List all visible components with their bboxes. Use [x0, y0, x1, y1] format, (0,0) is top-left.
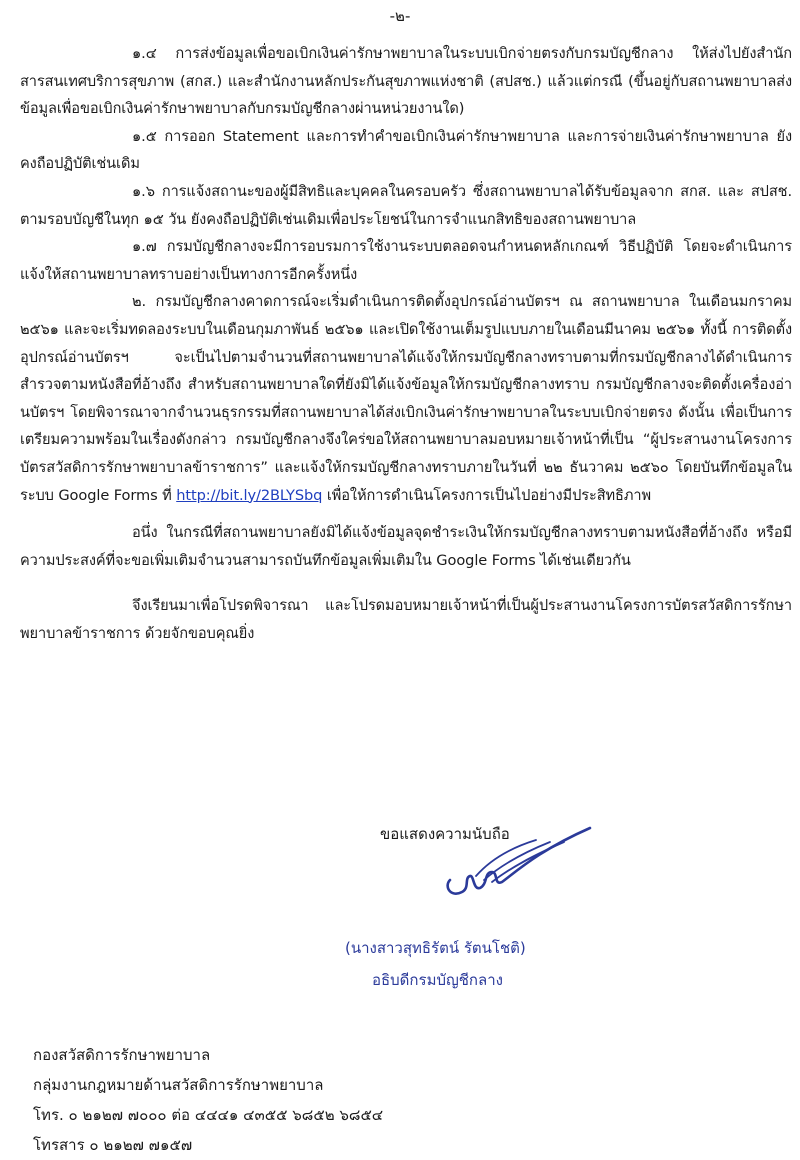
signer-title: อธิบดีกรมบัญชีกลาง — [372, 971, 503, 989]
paragraph-1-4: ๑.๔ การส่งข้อมูลเพื่อขอเบิกเงินค่ารักษาพยาบาลในระบบเบิกจ่ายตรงกับกรมบัญชีกลาง ให้ส่งไปยังสำนักสารสนเทศบริการสุขภาพ (สกส.) และสำนักงานหลักประกันสุขภาพแห่งชาติ (สปสช.) แล้วแต่กรณี (ขึ้นอยู่กับสถานพยาบาลส่งข้อมูลเพื่อขอเบิกเงินค่ารักษาพยาบาลกับกรมบัญชีกลางผ่านหน่วยงานใด) — [20, 45, 792, 118]
spacer — [20, 509, 792, 519]
page-number: -๒- — [389, 7, 411, 25]
signer-name: (นางสาวสุทธิรัตน์ รัตนโชติ) — [345, 939, 526, 957]
footer-division: กองสวัสดิการรักษาพยาบาล — [33, 1046, 211, 1064]
footer-group: กลุ่มงานกฎหมายด้านสวัสดิการรักษาพยาบาล — [33, 1076, 324, 1094]
paragraph-1-6: ๑.๖ การแจ้งสถานะของผู้มีสิทธิและบุคคลในครอบครัว ซึ่งสถานพยาบาลได้รับข้อมูลจาก สกส. และ สปสช. ตามรอบบัญชีในทุก ๑๕ วัน ยังคงถือปฏิบัติเช่นเดิมเพื่อประโยชน์ในการจำแนกสิทธิของสถานพยาบาล — [20, 182, 792, 228]
spacer — [20, 574, 792, 592]
footer-contact — [33, 1040, 383, 1160]
paragraph-2-text-end: เพื่อให้การดำเนินโครงการเป็นไปอย่างมีประสิทธิภาพ — [322, 486, 651, 504]
signature-image — [440, 820, 600, 930]
paragraph-request: จึงเรียนมาเพื่อโปรดพิจารณา และโปรดมอบหมายเจ้าหน้าที่เป็นผู้ประสานงานโครงการบัตรสวัสดิการรักษาพยาบาลข้าราชการ ด้วยจักขอบคุณยิ่ง — [20, 597, 792, 642]
footer-fax: โทรสาร ๐ ๒๑๒๗ ๗๑๕๗ — [33, 1136, 193, 1154]
footer-phone: โทร. ๐ ๒๑๒๗ ๗๐๐๐ ต่อ ๔๔๔๑ ๔๓๕๕ ๖๘๕๒ ๖๘๕๔ — [33, 1106, 384, 1124]
paragraph-1-5: ๑.๕ การออก Statement และการทำคำขอเบิกเงินค่ารักษาพยาบาล และการจ่ายเงินค่ารักษาพยาบาล ยังคงถือปฏิบัติเช่นเดิม — [20, 127, 792, 173]
paragraph-2-text: ๒. กรมบัญชีกลางคาดการณ์จะเริ่มดำเนินการติดตั้งอุปกรณ์อ่านบัตรฯ ณ สถานพยาบาล ในเดือนมกราคม ๒๕๖๑ และจะเริ่มทดลองระบบในเดือนกุมภาพันธ์ ๒๕๖๑ และเปิดใช้งานเต็มรูปแบบภายในเดือนมีนาคม ๒๕๖๑ ทั้งนี้ การติดตั้งอุปกรณ์อ่านบัตรฯ จะเป็นไปตามจำนวนที่สถานพยาบาลได้แจ้งให้กรมบัญชีกลางทราบตามที่กรมบัญชีกลางได้ดำเนินการสำรวจตามหนังสือที่อ้างถึง สำหรับสถานพยาบาลใดที่ยังมิได้แจ้งข้อมูลให้กรมบัญชีกลางทราบ กรมบัญชีกลางจะติดตั้งเครื่องอ่านบัตรฯ โดยพิจารณาจากจำนวนธุรกรรมที่สถานพยาบาลได้ส่งเบิกเงินค่ารักษาพยาบาลในระบบเบิกจ่ายตรง ดังนั้น เพื่อเป็นการเตรียมความพร้อมในเรื่องดังกล่าว กรมบัญชีกลางจึงใคร่ขอให้สถานพยาบาลมอบหมายเจ้าหน้าที่เป็น “ผู้ประสานงานโครงการบัตรสวัสดิการรักษาพยาบาลข้าราชการ” และแจ้งให้กรมบัญชีกลางทราบภายในวันที่ ๒๒ ธันวาคม ๒๕๖๐ โดยบันทึกข้อมูลในระบบ Google Forms ที่ — [20, 293, 792, 504]
paragraph-2 — [20, 288, 792, 509]
closing-salutation: ขอแสดงความนับถือ — [380, 825, 510, 843]
paragraph-note: อนึ่ง ในกรณีที่สถานพยาบาลยังมิได้แจ้งข้อมูลจุดชำระเงินให้กรมบัญชีกลางทราบตามหนังสือที่อ้างถึง หรือมีความประสงค์ที่จะขอเพิ่มเติมจำนวนสามารถบันทึกข้อมูลเพิ่มเติมใน Google Forms ได้เช่นเดียวกัน — [20, 524, 792, 569]
paragraph-1-7: ๑.๗ กรมบัญชีกลางจะมีการอบรมการใช้งานระบบตลอดจนกำหนดหลักเกณฑ์ วิธีปฏิบัติ โดยจะดำเนินการแจ้งให้สถานพยาบาลทราบอย่างเป็นทางการอีกครั้งหนึ่ง — [20, 238, 792, 283]
google-forms-link[interactable]: http://bit.ly/2BLYSbq — [176, 486, 323, 504]
letter-body — [20, 40, 792, 647]
